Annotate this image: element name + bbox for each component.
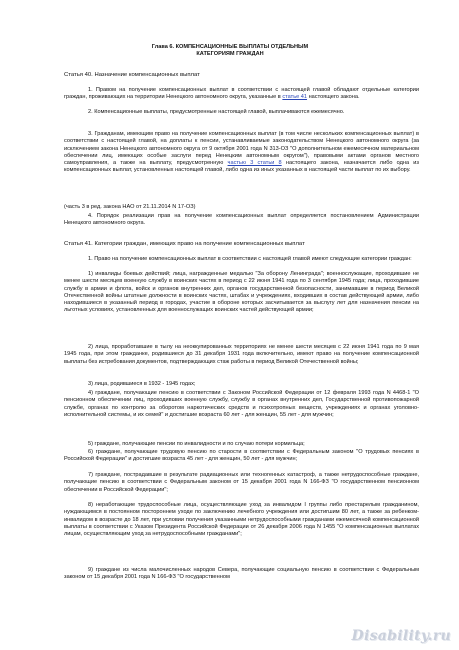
chapter-title-line2: КАТЕГОРИЯМ ГРАЖДАН — [196, 50, 264, 57]
article-41-item-5: 5) граждане, получающие пенсии по инвалидности и по случаю потери кормильца; — [88, 441, 305, 447]
article-41-item-2: 2) лица, проработавшие в тылу на неоккупированных территориях не менее шести месяцев с 22 июня 1941 года по 9 мая 1945 года, при этом гражданке, родившиеся до 31 декабря 1931 года включительно, имеют право на получение компенсационной выплаты без истребования документов, подтверждающих стаж работы в период Великой Отечественной войны; — [64, 344, 419, 365]
article-41-paragraph-1: 1. Право на получение компенсационных выплат в соответствии с настоящей главой имеют следующие категории граждан: — [88, 256, 412, 262]
article-41-item-4: 4) граждане, получающие пенсию в соответствии с Законом Российской Федерации от 12 февраля 1993 года N 4468-1 "О пенсионном обеспечении лиц, проходивших военную службу, службу в органах внутренних дел, Государственной противопожарной службе, органах по контролю за оборотом наркотических средств и психотропных веществ, учреждениях и органах уголовно-исполнительной системы, и их семей" и достигшие возраста 60 лет - для женщин, 55 лет - для мужчин; — [64, 390, 419, 418]
chapter-title — [40, 44, 420, 57]
article-40-amendment-note: (часть 3 в ред. закона НАО от 21.11.2014 N 17-ОЗ) — [64, 204, 196, 210]
article-41-item-1: 1) инвалиды боевых действий; лица, награжденные медалью "За оборону Ленинграда"; военнослужащие, проходившие не менее шести месяцев военную службу в воинских частях в период с 22 июня 1941 года по 3 сентября 1945 года; лица, проходившие службу в армии и флота, войск и органов внутренних дел, органов государственной безопасности, занимавшие в период Великой Отечественной войны штатные должности в воинских частях, штабах и учреждениях, входивших в состав действующей армии, либо находившиеся в указанный период в городах, участие в обороне которых засчитывается за выслугу лет для назначения пенсии на льготных условиях, установленных для военнослужащих воинских частей действующей армии; — [64, 271, 419, 314]
article-40-paragraph-3: 3. Гражданам, имеющим право на получение компенсационных выплат (в том числе нескольких компенсационных выплат) в соответствии с настоящей главой, на доплаты к пенсии, устанавливаемые законодательством Ненецкого автономного округа (за исключением закона Ненецкого автономного округа от 9 октября 2001 года N 313-ОЗ "О дополнительном ежемесячном материальном обеспечении лиц, имеющих особые заслуги перед Ненецким автономным округом"), правовыми актами органов местного самоуправления, а также на выплату, предусмотренную частью 3 статьи 8 настоящего закона, назначается либо одна из компенсационных выплат, установленных настоящей главой, либо одна из иных указанных в настоящей части выплат по их выбору. — [64, 131, 419, 174]
article-41-item-8: 8) неработающие трудоспособные лица, осуществляющие уход за инвалидом I группы либо престарелым гражданином, нуждающимся в постоянном постороннем уходе по заключению лечебного учреждения или достигшим 80 лет, а также за ребенком-инвалидом в возрасте до 18 лет, при условии получения указанными нетрудоспособными гражданами ежемесячной компенсационной выплаты в соответствии с Указом Президента Российской Федерации от 26 декабря 2006 года N 1455 "О компенсационных выплатах лицам, осуществляющим уход за нетрудоспособными гражданами"; — [64, 502, 419, 537]
article-41-item-7: 7) граждане, пострадавшие в результате радиационных или техногенных катастроф, а также нетрудоспособные граждане, получающие пенсию в соответствии с Федеральным законом от 15 декабря 2001 года N 166-ФЗ "О государственном пенсионном обеспечении в Российской Федерации"; — [64, 472, 419, 493]
article-40-paragraph-1: 1. Правом на получение компенсационных выплат в соответствии с настоящей главой обладают отдельные категории граждан, проживающих на территории Ненецкого автономного округа, указанные в статье 41 настоящего закона. — [64, 87, 419, 101]
article-41-item-3: 3) лица, родившиеся в 1932 - 1945 годах; — [88, 381, 196, 387]
watermark-logo: Disability.ru — [351, 628, 451, 644]
chapter-title-line1: Глава 6. КОМПЕНСАЦИОННЫЕ ВЫПЛАТЫ ОТДЕЛЬНЫМ — [151, 44, 309, 50]
link-part-3-article-8[interactable]: частью 3 статьи 8 — [227, 160, 282, 166]
article-40-title: Статья 40. Назначение компенсационных выплат — [64, 72, 200, 78]
article-41-item-6: 6) граждане, получающие трудовую пенсию по старости в соответствии с Федеральным законом "О трудовых пенсиях в Российской Федерации" и достигшие возраста 45 лет - для женщин, 50 лет - для мужчин; — [64, 449, 419, 463]
article-41-title: Статья 41. Категории граждан, имеющих право на получение компенсационных выплат — [64, 241, 305, 247]
article-40-paragraph-2: 2. Компенсационные выплаты, предусмотренные настоящей главой, выплачиваются ежемесячно. — [88, 109, 345, 115]
link-article-41[interactable]: статье 41 — [282, 94, 308, 101]
article-41-item-9: 9) граждане из числа малочисленных народов Севера, получающие социальную пенсию в соответствии с Федеральным законом от 15 декабря 2001 года N 166-ФЗ "О государственном — [64, 567, 419, 581]
article-40-paragraph-4: 4. Порядок реализации прав на получение компенсационных выплат определяется постановлением Администрации Ненецкого автономного округа. — [64, 213, 419, 227]
